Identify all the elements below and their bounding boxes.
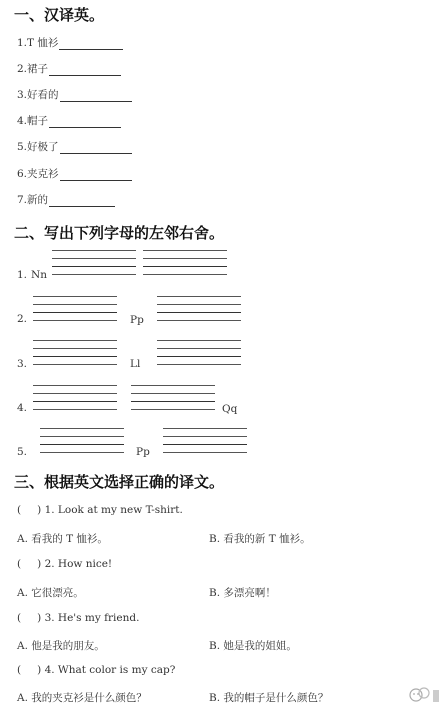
item-5: 5.好极了 (17, 139, 132, 154)
section-2-title: 二、写出下列字母的左邻右舍。 (14, 224, 225, 242)
option-a: A. 看我的 T 恤衫。 (17, 533, 108, 545)
option-b: B. 多漂亮啊！ (209, 587, 276, 599)
answer-paren-close[interactable]: ) (37, 558, 42, 570)
item-7: 7.新的 (17, 192, 115, 207)
question-text: 3. He's my friend. (44, 612, 140, 624)
letter-item-3-num: 3. (17, 358, 28, 370)
answer-paren-close[interactable]: ) (37, 664, 42, 676)
option-a: A. 它很漂亮。 (17, 587, 84, 599)
question-4 (17, 664, 175, 676)
question-1 (17, 504, 183, 516)
answer-blank[interactable] (59, 38, 123, 50)
answer-paren-close[interactable]: ) (37, 612, 42, 624)
question-text: 2. How nice! (44, 558, 113, 570)
item-2: 2.裙子 (17, 61, 121, 76)
item-3: 3.好看的 (17, 87, 132, 102)
question-text: 1. Look at my new T-shirt. (44, 504, 183, 516)
option-a: A. 我的夹克衫是什么颜色？ (17, 692, 147, 704)
answer-paren-open[interactable]: ( (17, 558, 22, 570)
letter-item-5-letter: Pp (136, 446, 150, 458)
letter-item-4-num: 4. (17, 402, 28, 414)
watermark-logo-icon (407, 684, 439, 706)
question-3 (17, 612, 139, 624)
item-1: 1.T 恤衫 (17, 35, 123, 50)
answer-paren-close[interactable]: ) (37, 504, 42, 516)
item-6: 6.夹克衫 (17, 166, 132, 181)
answer-blank[interactable] (60, 169, 132, 181)
answer-paren-open[interactable]: ( (17, 612, 22, 624)
letter-item-4-letter: Qq (222, 403, 238, 415)
answer-paren-open[interactable]: ( (17, 664, 22, 676)
letter-item-1-letter: Nn (31, 269, 47, 281)
option-a: A. 他是我的朋友。 (17, 640, 105, 652)
letter-item-2-letter: Pp (130, 314, 144, 326)
answer-blank[interactable] (49, 116, 121, 128)
section-3-title: 三、根据英文选择正确的译文。 (14, 473, 225, 491)
section-1-title: 一、汉译英。 (14, 6, 105, 24)
option-b: B. 她是我的姐姐。 (209, 640, 297, 652)
answer-blank[interactable] (49, 64, 121, 76)
option-b: B. 看我的新 T 恤衫。 (209, 533, 311, 545)
letter-item-2-num: 2. (17, 313, 28, 325)
item-4: 4.帽子 (17, 113, 121, 128)
letter-item-3-letter: Ll (130, 358, 141, 370)
answer-blank[interactable] (49, 195, 115, 207)
answer-blank[interactable] (60, 142, 132, 154)
option-b: B. 我的帽子是什么颜色？ (209, 692, 329, 704)
answer-paren-open[interactable]: ( (17, 504, 22, 516)
question-2 (17, 558, 112, 570)
letter-item-1-num: 1. (17, 269, 28, 281)
question-text: 4. What color is my cap? (44, 664, 176, 676)
answer-blank[interactable] (60, 90, 132, 102)
letter-item-5-num: 5. (17, 446, 28, 458)
